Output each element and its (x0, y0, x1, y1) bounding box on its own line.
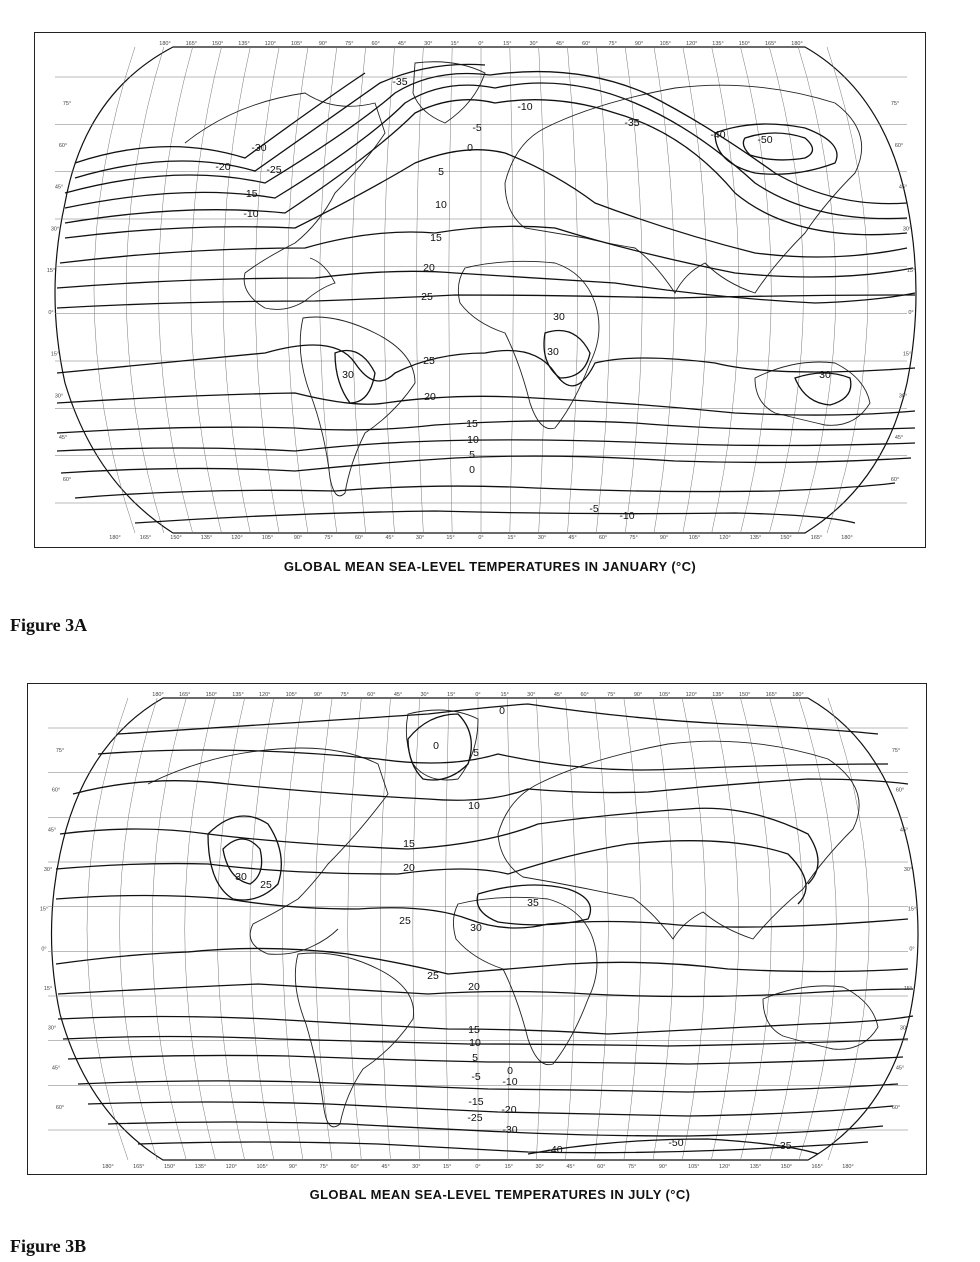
longitude-tick-bottom: 15° (443, 1164, 452, 1170)
longitude-tick-bottom: 15° (504, 1164, 513, 1170)
latitude-tick-left: 75° (62, 101, 72, 107)
isotherm-label: -35 (624, 117, 640, 129)
isotherm-line (65, 150, 907, 257)
longitude-tick-bottom: 135° (194, 1164, 207, 1170)
isotherm-label: -10 (502, 1076, 518, 1088)
isotherm-label: 20 (403, 862, 415, 874)
isotherm-label: 25 (260, 879, 272, 891)
isotherm-label: -10 (243, 208, 259, 220)
longitude-tick-bottom: 180° (102, 1164, 114, 1170)
isotherm-label: -20 (501, 1104, 517, 1116)
longitude-tick-top: 135° (232, 692, 244, 698)
caption-january: GLOBAL MEAN SEA-LEVEL TEMPERATURES IN JANUARY (°C) (283, 559, 697, 574)
isotherm-label: 30 (235, 871, 247, 883)
isotherm-line (73, 779, 908, 800)
meridian-line (510, 47, 513, 533)
map-projection-outline (52, 698, 919, 1160)
longitude-tick-bottom: 45° (385, 535, 394, 541)
longitude-tick-top: 75° (607, 692, 616, 698)
longitude-tick-top: 90° (633, 692, 643, 698)
isotherm-line (108, 1122, 883, 1136)
isotherm-label: 0 (433, 740, 439, 752)
latitude-tick-left: 30° (43, 867, 53, 873)
coastline-australia (763, 986, 878, 1049)
longitude-tick-top: 165° (185, 41, 198, 47)
longitude-tick-top: 105° (659, 41, 672, 47)
latitude-tick-right: 60° (890, 477, 900, 483)
longitude-tick-top: 180° (152, 692, 164, 698)
meridian-line (799, 698, 837, 1160)
meridian-line (283, 698, 304, 1160)
longitude-tick-top: 30° (527, 692, 536, 698)
meridian-line (380, 698, 390, 1160)
isotherm-label: -5 (589, 503, 599, 515)
longitude-tick-top: 30° (424, 41, 433, 47)
isotherm-label: -15 (242, 188, 258, 200)
longitude-tick-top: 90° (634, 41, 644, 47)
latitude-tick-right: 30° (899, 1025, 909, 1032)
isotherm-label: 25 (399, 915, 411, 927)
longitude-tick-top: 60° (580, 692, 589, 698)
meridian-line (315, 698, 332, 1160)
latitude-tick-right: 15° (902, 351, 912, 358)
isotherm-label: -30 (502, 1124, 518, 1136)
isotherm-line (98, 750, 888, 770)
latitude-tick-right: 30° (903, 867, 913, 873)
isotherm-label: -50 (757, 134, 773, 146)
longitude-tick-bottom: 165° (811, 1164, 823, 1170)
isotherm-label: 15 (403, 838, 415, 850)
longitude-tick-bottom: 0° (478, 535, 484, 541)
longitude-tick-bottom: 30° (412, 1164, 421, 1170)
longitude-tick-top: 60° (367, 692, 376, 698)
isotherm-label: -20 (215, 161, 231, 173)
longitude-tick-top: 105° (285, 692, 298, 698)
longitude-tick-top: 30° (529, 41, 538, 47)
latitude-tick-left: 45° (58, 435, 68, 442)
isotherm-label: 10 (468, 800, 480, 812)
longitude-tick-bottom: 120° (718, 1164, 731, 1170)
isotherm-label: -50 (668, 1137, 684, 1149)
meridian-line (769, 47, 803, 533)
longitude-tick-bottom: 30° (535, 1164, 544, 1170)
longitude-tick-top: 180° (791, 41, 803, 47)
latitude-tick-left: 0° (41, 946, 47, 953)
latitude-tick-right: 0° (908, 309, 914, 316)
isotherm-line (54, 393, 915, 415)
longitude-tick-top: 105° (290, 41, 303, 47)
longitude-tick-bottom: 75° (628, 1164, 637, 1170)
isotherm-line (408, 714, 471, 780)
meridian-line (653, 698, 674, 1160)
longitude-tick-bottom: 90° (658, 1164, 668, 1170)
january-map-panel (34, 32, 926, 548)
latitude-tick-left: 60° (62, 477, 72, 483)
meridian-line (828, 698, 869, 1160)
longitude-tick-bottom: 150° (780, 1164, 793, 1170)
meridian-line (217, 698, 244, 1160)
latitude-tick-left: 60° (51, 787, 61, 794)
longitude-tick-top: 150° (738, 41, 751, 47)
longitude-tick-bottom: 30° (537, 535, 547, 541)
latitude-tick-right: 15° (906, 268, 916, 275)
isotherm-label: 30 (547, 346, 559, 358)
longitude-tick-top: 150° (205, 692, 218, 698)
longitude-tick-top: 150° (211, 41, 224, 47)
longitude-tick-bottom: 105° (688, 1164, 700, 1170)
longitude-tick-bottom: 60° (597, 1164, 606, 1170)
longitude-tick-bottom: 30° (415, 535, 425, 541)
longitude-tick-top: 135° (238, 41, 250, 47)
isotherm-line (57, 421, 915, 433)
isotherm-line (335, 351, 375, 404)
longitude-tick-top: 90° (313, 692, 323, 698)
isotherm-line (68, 1055, 903, 1064)
isotherm-line (61, 456, 911, 473)
longitude-tick-top: 105° (658, 692, 671, 698)
longitude-tick-bottom: 75° (319, 1164, 328, 1170)
longitude-tick-bottom: 135° (749, 1164, 762, 1170)
isotherm-label: -25 (467, 1112, 483, 1124)
longitude-tick-top: 120° (264, 41, 277, 47)
longitude-tick-top: 45° (555, 41, 565, 47)
longitude-tick-bottom: 120° (719, 535, 731, 541)
meridian-line (120, 698, 158, 1160)
meridian-line (539, 47, 546, 533)
isotherm-line (60, 808, 818, 884)
longitude-tick-top: 15° (447, 692, 456, 698)
isotherm-label: 5 (473, 747, 479, 759)
latitude-tick-right: 45° (895, 1065, 905, 1072)
meridian-line (712, 47, 739, 533)
latitude-tick-right: 75° (890, 101, 900, 107)
latitude-tick-left: 0° (48, 309, 54, 316)
longitude-tick-top: 150° (738, 692, 751, 698)
longitude-tick-bottom: 180° (841, 535, 853, 541)
figure-label-3a: Figure 3A (10, 615, 88, 635)
meridian-line (596, 47, 610, 533)
longitude-tick-top: 30° (420, 692, 429, 698)
latitude-tick-left: 45° (51, 1065, 61, 1072)
isotherm-label: -10 (619, 510, 635, 522)
isotherm-line (56, 841, 806, 904)
longitude-tick-top: 75° (608, 41, 617, 47)
graticule (48, 698, 918, 1160)
isotherm-label: 5 (469, 449, 475, 461)
longitude-tick-top: 135° (712, 41, 724, 47)
longitude-tick-bottom: 180° (109, 535, 121, 541)
isotherm-label: -25 (266, 164, 282, 176)
latitude-tick-left: 30° (47, 1025, 57, 1032)
latitude-tick-right: 45° (898, 184, 908, 191)
latitude-tick-left: 45° (47, 827, 57, 834)
latitude-tick-right: 60° (891, 1105, 901, 1111)
isotherm-line (63, 1037, 908, 1047)
meridian-line (126, 47, 164, 533)
meridian-line (568, 47, 578, 533)
longitude-tick-bottom: 120° (231, 535, 243, 541)
longitude-tick-top: 90° (318, 41, 328, 47)
isotherm-label: -10 (517, 101, 533, 113)
longitude-tick-bottom: 90° (293, 535, 303, 541)
isotherm-label: 35 (527, 897, 539, 909)
latitude-tick-right: 30° (898, 393, 908, 400)
longitude-tick-top: 60° (582, 41, 591, 47)
longitude-tick-top: 180° (159, 41, 171, 47)
isotherm-line (57, 345, 915, 386)
longitude-tick-top: 165° (764, 41, 777, 47)
longitude-tick-top: 135° (712, 692, 724, 698)
latitude-tick-right: 15° (907, 906, 917, 913)
coastline-eurasia (498, 741, 859, 939)
longitude-tick-bottom: 150° (170, 535, 182, 541)
latitude-tick-left: 15° (50, 351, 60, 358)
isotherm-label: -5 (472, 122, 482, 134)
isotherm-label: 25 (421, 291, 433, 303)
longitude-tick-top: 15° (450, 41, 459, 47)
latitude-tick-right: 0° (909, 946, 915, 953)
isotherm-line (57, 440, 915, 451)
longitude-tick-bottom: 180° (842, 1164, 854, 1170)
longitude-tick-top: 120° (258, 692, 271, 698)
latitude-tick-right: 15° (903, 986, 913, 992)
meridian-line (798, 47, 836, 533)
latitude-tick-left: 15° (46, 268, 56, 275)
meridian-line (152, 698, 186, 1160)
latitude-tick-right: 30° (902, 226, 912, 233)
longitude-tick-top: 0° (478, 41, 484, 47)
meridian-line (770, 698, 804, 1160)
longitude-tick-top: 60° (371, 41, 380, 47)
meridian-line (566, 698, 576, 1160)
longitude-tick-bottom: 45° (381, 1164, 390, 1170)
meridian-line (191, 47, 222, 533)
isotherm-label: -35 (392, 76, 408, 88)
isotherm-line (743, 133, 812, 160)
isotherm-label: 15 (468, 1024, 480, 1036)
longitude-tick-bottom: 135° (200, 535, 213, 541)
latitude-tick-left: 15° (39, 906, 49, 913)
longitude-tick-top: 75° (340, 692, 349, 698)
isotherm-label: -40 (547, 1144, 563, 1156)
isotherm-label: 30 (342, 369, 354, 381)
isotherm-line (118, 704, 878, 734)
graticule (55, 47, 916, 533)
longitude-tick-bottom: 165° (810, 535, 823, 541)
isotherm-label: -30 (251, 142, 267, 154)
july-temperature-map (28, 684, 928, 1176)
coastline-north-america (148, 748, 388, 954)
latitude-tick-left: 30° (50, 226, 60, 233)
longitude-tick-bottom: 135° (749, 535, 762, 541)
longitude-tick-bottom: 105° (688, 535, 701, 541)
meridian-line (250, 698, 274, 1160)
longitude-tick-bottom: 75° (629, 535, 638, 541)
latitude-tick-right: 60° (894, 142, 904, 149)
isotherm-label: -35 (776, 1140, 792, 1152)
latitude-tick-right: 45° (894, 435, 904, 442)
latitude-tick-right: 60° (895, 787, 905, 794)
meridian-line (159, 47, 193, 533)
longitude-tick-bottom: 165° (133, 1164, 145, 1170)
latitude-tick-left: 45° (54, 184, 64, 191)
longitude-tick-bottom: 15° (507, 535, 516, 541)
isotherm-label: -5 (471, 1071, 481, 1083)
isotherm-label: 30 (553, 311, 565, 323)
longitude-tick-top: 45° (397, 41, 407, 47)
isotherm-label: 0 (499, 705, 505, 717)
isotherm-line (58, 984, 913, 997)
isotherm-label: 0 (507, 1065, 513, 1077)
isotherm-label: 10 (435, 199, 447, 211)
longitude-tick-bottom: 90° (288, 1164, 298, 1170)
latitude-tick-right: 45° (899, 827, 909, 834)
coastline-greenland (413, 62, 485, 123)
isotherm-line (135, 511, 855, 523)
longitude-tick-bottom: 60° (354, 535, 364, 541)
meridian-line (445, 698, 448, 1160)
longitude-tick-bottom: 120° (225, 1164, 238, 1170)
isotherm-label: 25 (427, 970, 439, 982)
isotherm-label: -15 (468, 1096, 484, 1108)
isotherm-line (88, 1102, 893, 1116)
isotherm-line (75, 73, 365, 163)
isotherm-line (715, 124, 837, 174)
latitude-tick-right: 75° (891, 748, 901, 754)
longitude-tick-top: 45° (553, 692, 563, 698)
longitude-tick-bottom: 15° (446, 535, 455, 541)
longitude-tick-bottom: 0° (475, 1164, 481, 1170)
longitude-tick-bottom: 75° (324, 535, 333, 541)
longitude-tick-top: 0° (475, 692, 481, 698)
isotherm-label: 20 (468, 981, 480, 993)
january-temperature-map (35, 33, 927, 549)
isotherm-line (58, 1016, 913, 1034)
longitude-tick-bottom: 60° (350, 1164, 359, 1170)
longitude-tick-bottom: 45° (568, 535, 577, 541)
isotherm-label: 10 (467, 434, 479, 446)
isotherm-label: 15 (466, 418, 478, 430)
latitude-tick-left: 15° (43, 986, 53, 992)
longitude-tick-top: 165° (765, 692, 778, 698)
caption-july: GLOBAL MEAN SEA-LEVEL TEMPERATURES IN JULY (°C) (309, 1187, 691, 1202)
isotherm-label: 0 (467, 142, 473, 154)
isotherm-label: 30 (470, 922, 482, 934)
longitude-tick-bottom: 165° (139, 535, 152, 541)
meridian-line (255, 47, 282, 533)
longitude-tick-top: 120° (685, 41, 698, 47)
meridian-line (741, 47, 772, 533)
isotherm-line (78, 1081, 898, 1092)
meridian-line (185, 698, 216, 1160)
isotherm-label: 20 (423, 262, 435, 274)
longitude-tick-bottom: 150° (780, 535, 792, 541)
latitude-tick-left: 30° (54, 393, 64, 400)
figure-label-3b: Figure 3B (10, 1236, 87, 1256)
latitude-tick-left: 60° (55, 1105, 65, 1111)
longitude-tick-bottom: 105° (256, 1164, 268, 1170)
isotherm-line (56, 948, 908, 974)
isotherm-line (60, 226, 916, 277)
latitude-tick-left: 60° (58, 142, 68, 149)
isotherm-label: 25 (423, 355, 435, 367)
isotherm-line (75, 483, 895, 498)
longitude-tick-top: 45° (393, 692, 403, 698)
coastline-north-america (185, 93, 385, 309)
isotherm-label: 15 (430, 232, 442, 244)
isotherm-label: 30 (819, 369, 831, 381)
longitude-tick-bottom: 105° (261, 535, 274, 541)
isotherm-label: 20 (424, 391, 436, 403)
july-map-panel (27, 683, 927, 1175)
longitude-tick-top: 15° (500, 692, 509, 698)
isotherm-label: 5 (438, 166, 444, 178)
longitude-tick-bottom: 60° (598, 535, 608, 541)
longitude-tick-bottom: 90° (659, 535, 669, 541)
longitude-tick-top: 165° (178, 692, 191, 698)
isotherm-label: 10 (469, 1037, 481, 1049)
meridian-line (348, 698, 362, 1160)
longitude-tick-top: 15° (503, 41, 512, 47)
isotherm-label: -40 (710, 129, 726, 141)
longitude-tick-top: 120° (685, 692, 698, 698)
latitude-tick-left: 75° (55, 748, 65, 754)
meridian-line (536, 698, 543, 1160)
isotherm-label: 0 (469, 464, 475, 476)
meridian-line (352, 47, 366, 533)
meridian-line (507, 698, 510, 1160)
longitude-tick-bottom: 150° (163, 1164, 176, 1170)
longitude-tick-top: 180° (792, 692, 804, 698)
isotherm-line (75, 64, 485, 178)
longitude-tick-bottom: 45° (566, 1164, 575, 1170)
longitude-tick-top: 75° (345, 41, 354, 47)
isotherm-label: 5 (472, 1052, 478, 1064)
